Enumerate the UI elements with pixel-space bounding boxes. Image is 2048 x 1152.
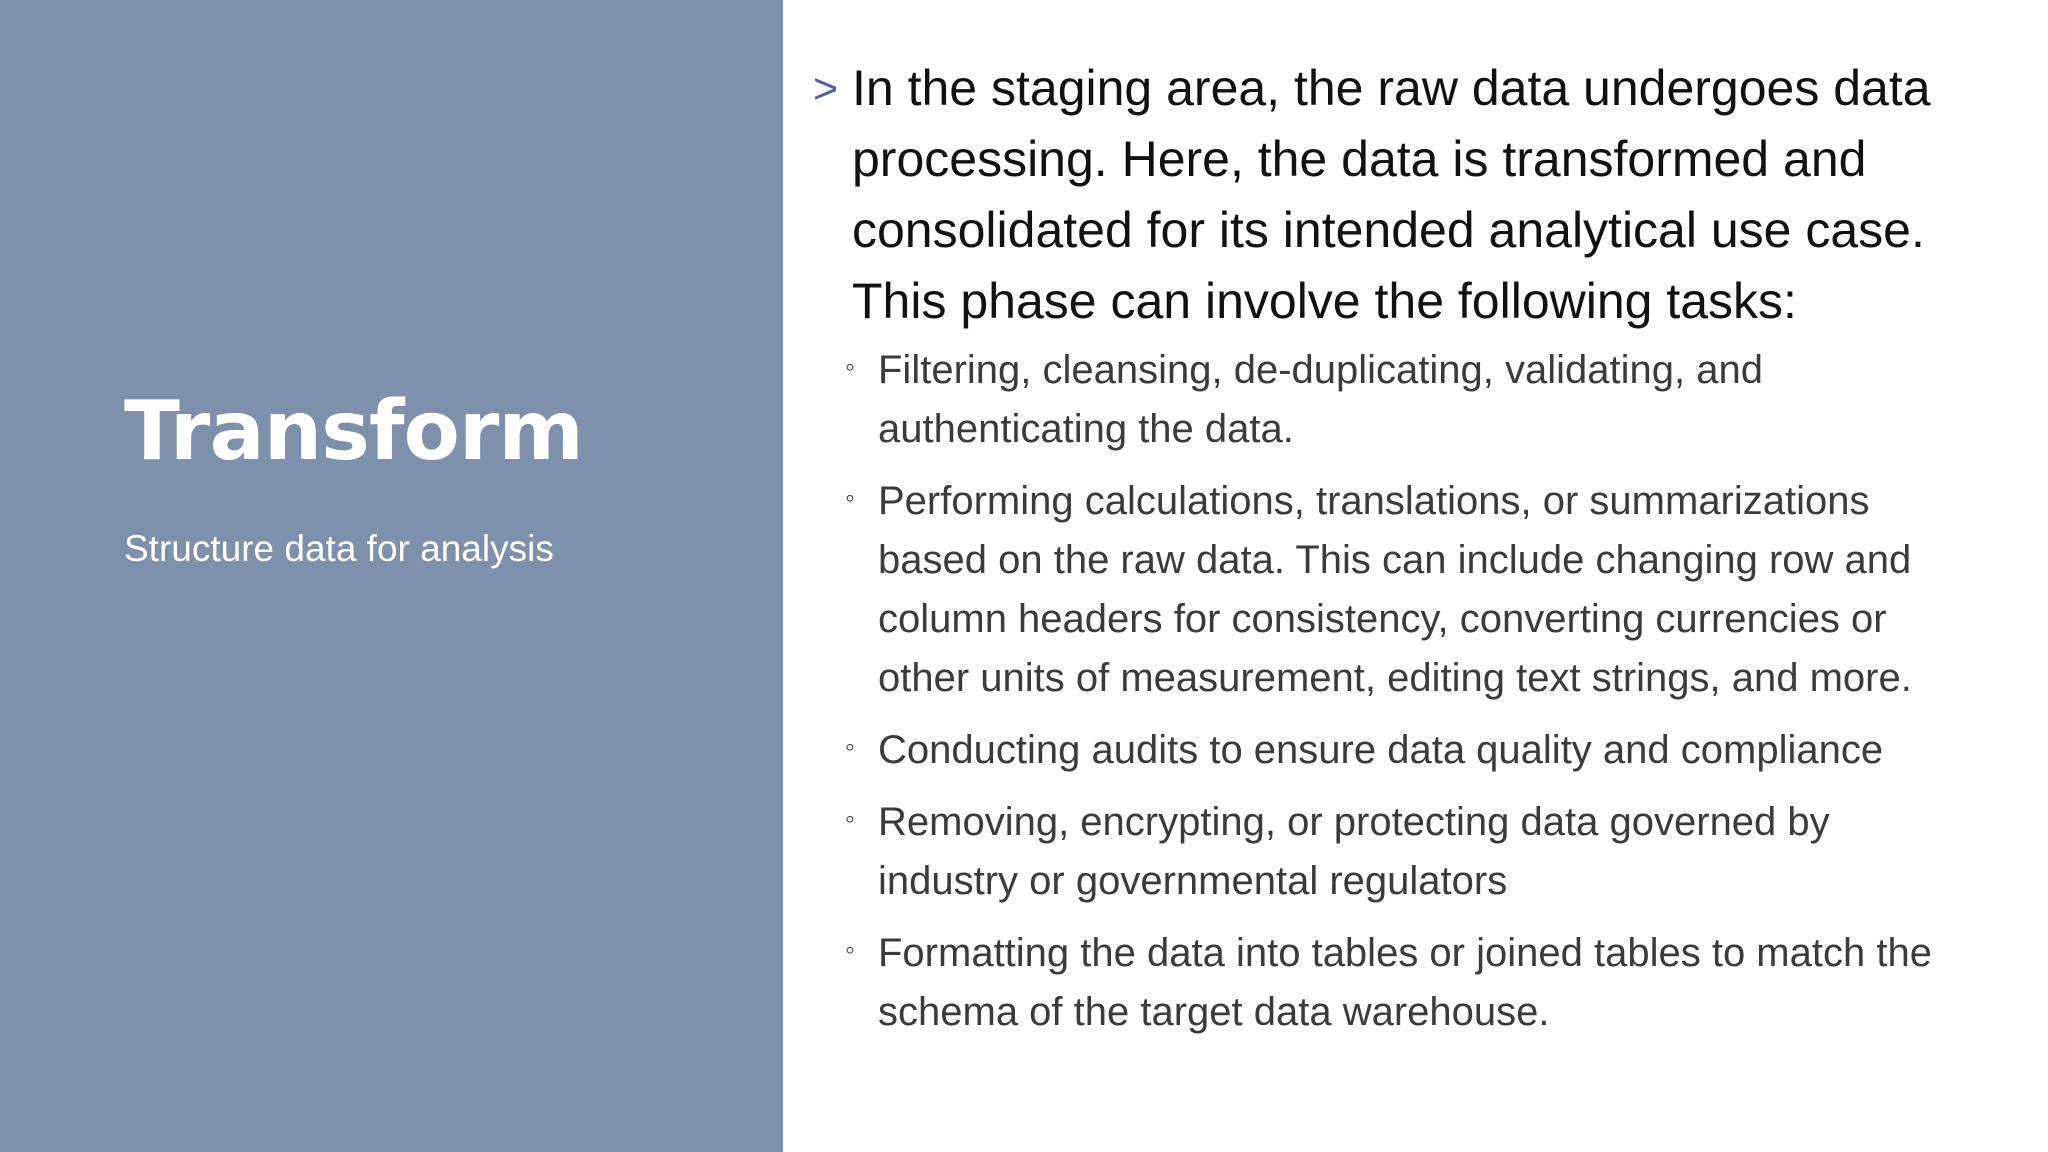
main-bullet-line: processing. Here, the data is transformed and	[852, 131, 1867, 187]
task-line: Removing, encrypting, or protecting data governed by	[878, 800, 1830, 844]
chevron-right-icon: >	[813, 65, 839, 113]
task-line: schema of the target data warehouse.	[878, 990, 1550, 1034]
main-bullet-line: consolidated for its intended analytical use case.	[852, 202, 1925, 258]
title-panel	[0, 0, 783, 1152]
circle-bullet-icon: ◦	[845, 803, 855, 834]
main-bullet-line: In the staging area, the raw data undergoes data	[852, 60, 1931, 116]
task-text	[878, 721, 2028, 780]
task-line: Formatting the data into tables or joined tables to match the	[878, 931, 1932, 975]
circle-bullet-icon: ◦	[845, 731, 855, 762]
task-line: industry or governmental regulators	[878, 859, 1508, 903]
task-text	[878, 924, 2028, 1042]
main-bullet-line: This phase can involve the following tasks:	[852, 273, 1797, 329]
task-line: Filtering, cleansing, de-duplicating, validating, and	[878, 348, 1763, 392]
task-text	[878, 341, 2028, 459]
task-line: other units of measurement, editing text strings, and more.	[878, 656, 1912, 700]
content-panel	[783, 0, 2048, 1152]
task-line: column headers for consistency, converting currencies or	[878, 597, 1887, 641]
slide-subtitle: Structure data for analysis	[124, 528, 554, 569]
task-line: Conducting audits to ensure data quality and compliance	[878, 728, 1884, 772]
main-bullet-text	[852, 53, 2022, 337]
circle-bullet-icon: ◦	[845, 934, 855, 965]
task-line: based on the raw data. This can include changing row and	[878, 538, 1912, 582]
task-text	[878, 472, 2028, 708]
circle-bullet-icon: ◦	[845, 351, 855, 382]
task-text	[878, 793, 2028, 911]
circle-bullet-icon: ◦	[845, 482, 855, 513]
task-line: authenticating the data.	[878, 407, 1294, 451]
task-line: Performing calculations, translations, or summarizations	[878, 479, 1870, 523]
slide-title: Transform	[124, 384, 583, 479]
